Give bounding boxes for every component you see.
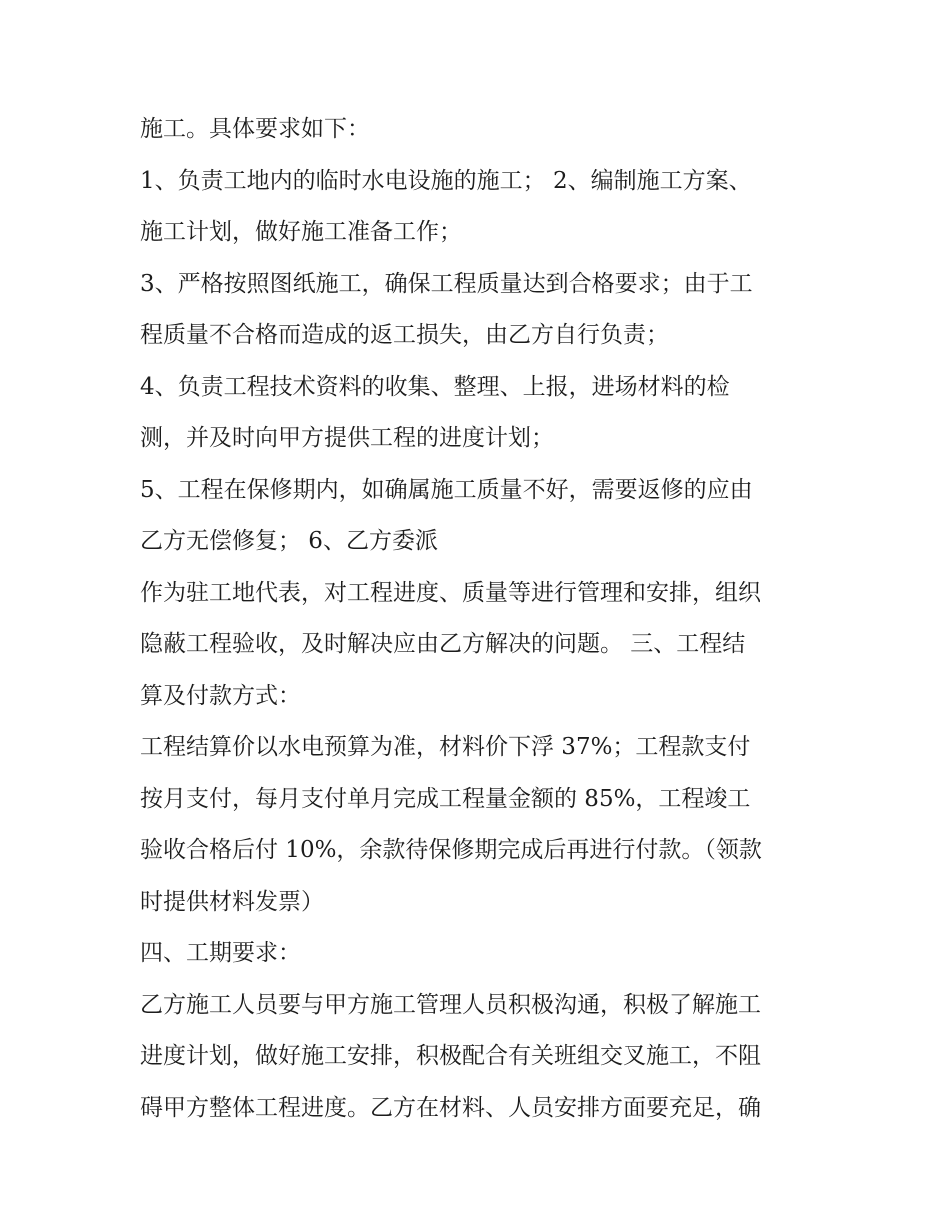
text-line: 乙方无偿修复； 6、乙方委派 [140, 528, 438, 554]
text-line: 程质量不合格而造成的返工损失，由乙方自行负责； [140, 322, 669, 348]
text-line: 碍甲方整体工程进度。乙方在材料、人员安排方面要充足，确 [140, 1094, 761, 1121]
text-line: 4、负责工程技术资料的收集、整理、上报，进场材料的检 [140, 373, 730, 400]
text-line: 时提供材料发票） [140, 888, 324, 915]
text-line: 3、严格按照图纸施工，确保工程质量达到合格要求；由于工 [140, 270, 753, 297]
text-line: 测，并及时向甲方提供工程的进度计划； [140, 425, 554, 451]
text-line: 验收合格后付 10%，余款待保修期完成后再进行付款。（领款 [140, 837, 762, 863]
document-body [140, 104, 820, 1134]
text-line: 1、负责工地内的临时水电设施的施工； 2、编制施工方案、 [140, 167, 752, 194]
text-line: 按月支付，每月支付单月完成工程量金额的 85%，工程竣工 [140, 785, 751, 812]
text-line: 5、工程在保修期内，如确属施工质量不好，需要返修的应由 [140, 476, 753, 503]
text-line: 隐蔽工程验收，及时解决应由乙方解决的问题。 三、工程结 [140, 631, 746, 657]
text-line: 算及付款方式： [140, 682, 301, 709]
text-line: 施工。具体要求如下： [140, 116, 370, 142]
text-line: 四、工期要求： [140, 940, 301, 966]
text-line: 工程结算价以水电预算为准，材料价下浮 37%；工程款支付 [140, 734, 751, 760]
text-line: 施工计划，做好施工准备工作； [140, 219, 462, 245]
text-line: 乙方施工人员要与甲方施工管理人员积极沟通，积极了解施工 [140, 991, 761, 1018]
text-line: 作为驻工地代表，对工程进度、质量等进行管理和安排，组织 [140, 579, 761, 606]
text-line: 进度计划，做好施工安排，积极配合有关班组交叉施工，不阻 [140, 1043, 761, 1069]
